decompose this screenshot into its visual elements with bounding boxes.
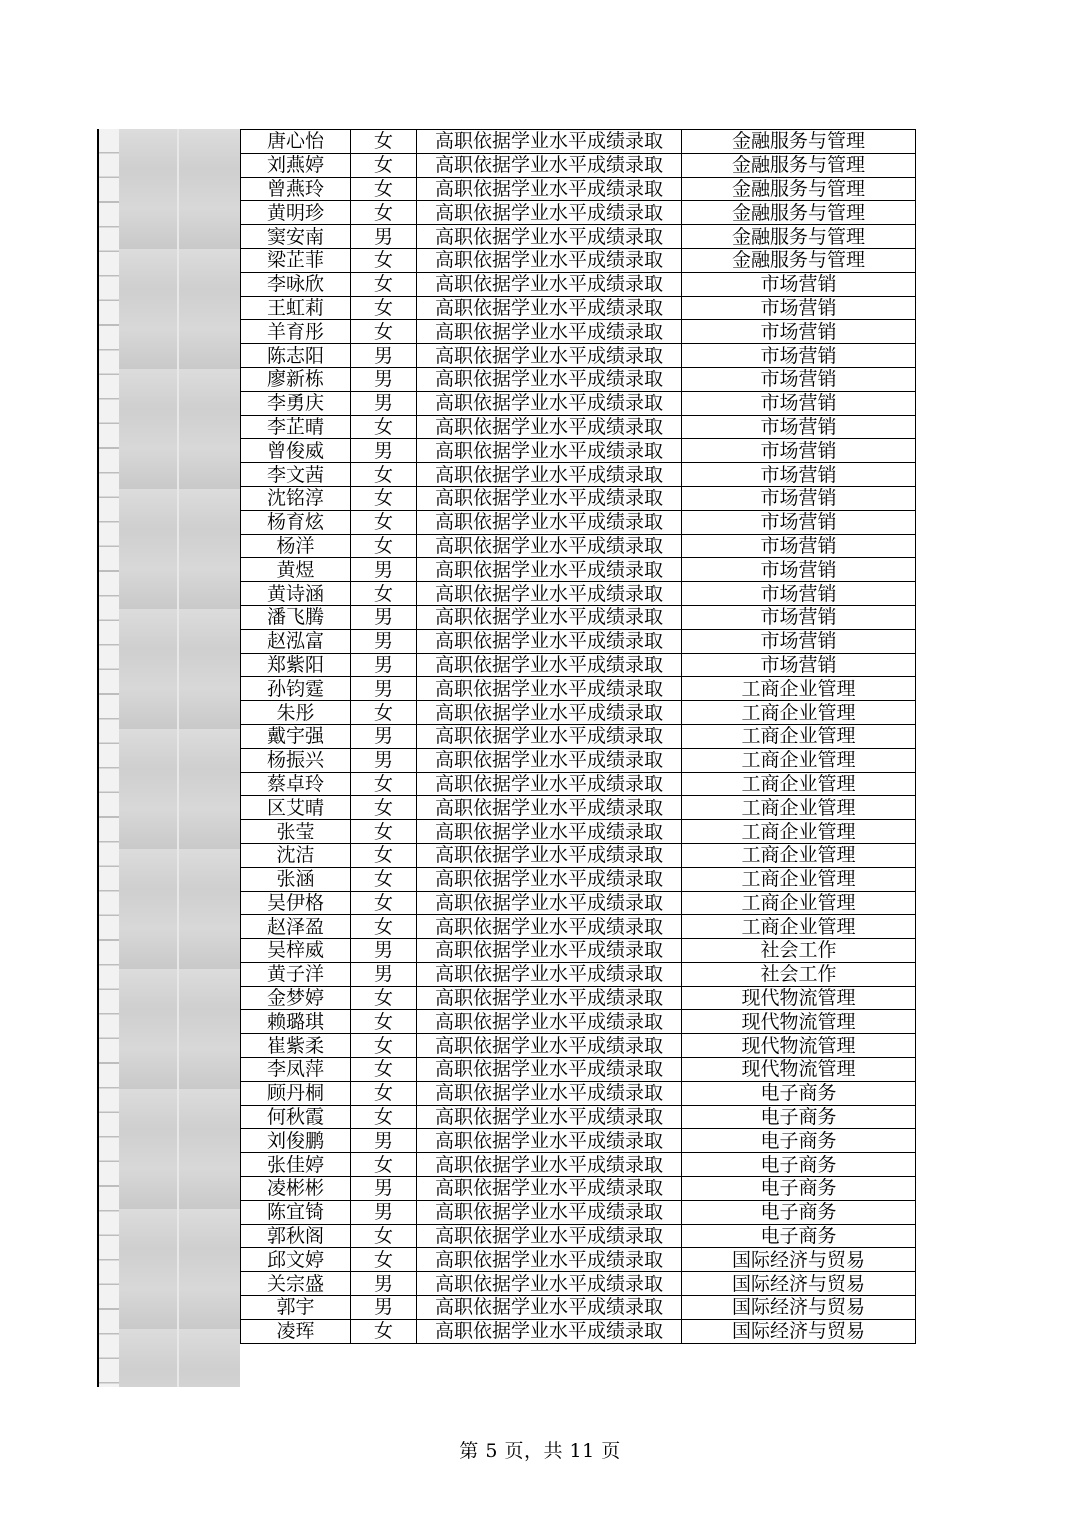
table-row — [241, 177, 916, 201]
student-name: 崔紫柔 — [241, 1034, 351, 1058]
student-gender: 女 — [351, 986, 417, 1010]
table-row — [241, 1224, 916, 1248]
table-row — [241, 796, 916, 820]
admission-type: 高职依据学业水平成绩录取 — [417, 748, 682, 772]
student-name: 杨育炫 — [241, 510, 351, 534]
student-gender: 女 — [351, 486, 417, 510]
admission-type: 高职依据学业水平成绩录取 — [417, 272, 682, 296]
table-row — [241, 153, 916, 177]
student-name: 关宗盛 — [241, 1272, 351, 1296]
table-row — [241, 367, 916, 391]
student-name: 赵泽盈 — [241, 915, 351, 939]
table-row — [241, 248, 916, 272]
major: 金融服务与管理 — [682, 201, 916, 225]
student-name: 吴梓威 — [241, 939, 351, 963]
student-gender: 女 — [351, 272, 417, 296]
student-name: 张莹 — [241, 820, 351, 844]
student-gender: 男 — [351, 391, 417, 415]
student-gender: 女 — [351, 463, 417, 487]
major: 市场营销 — [682, 605, 916, 629]
admission-type: 高职依据学业水平成绩录取 — [417, 367, 682, 391]
admission-type: 高职依据学业水平成绩录取 — [417, 1105, 682, 1129]
major: 国际经济与贸易 — [682, 1272, 916, 1296]
admission-type: 高职依据学业水平成绩录取 — [417, 510, 682, 534]
student-name: 陈志阳 — [241, 344, 351, 368]
admission-type: 高职依据学业水平成绩录取 — [417, 1224, 682, 1248]
student-name: 赖璐琪 — [241, 1010, 351, 1034]
student-gender: 男 — [351, 939, 417, 963]
student-name: 区艾晴 — [241, 796, 351, 820]
table-row — [241, 677, 916, 701]
admission-type: 高职依据学业水平成绩录取 — [417, 558, 682, 582]
major: 国际经济与贸易 — [682, 1319, 916, 1343]
student-gender: 女 — [351, 891, 417, 915]
student-gender: 男 — [351, 1296, 417, 1320]
major: 工商企业管理 — [682, 915, 916, 939]
major: 工商企业管理 — [682, 677, 916, 701]
student-gender: 男 — [351, 605, 417, 629]
table-row — [241, 439, 916, 463]
admission-type: 高职依据学业水平成绩录取 — [417, 605, 682, 629]
table-row — [241, 296, 916, 320]
table-row — [241, 344, 916, 368]
admission-type: 高职依据学业水平成绩录取 — [417, 701, 682, 725]
table-row — [241, 701, 916, 725]
table-row — [241, 962, 916, 986]
major: 国际经济与贸易 — [682, 1248, 916, 1272]
student-name: 李凤萍 — [241, 1058, 351, 1082]
student-name: 梁芷菲 — [241, 248, 351, 272]
major: 工商企业管理 — [682, 820, 916, 844]
student-gender: 女 — [351, 915, 417, 939]
student-name: 曾俊威 — [241, 439, 351, 463]
major: 工商企业管理 — [682, 867, 916, 891]
admission-type: 高职依据学业水平成绩录取 — [417, 1058, 682, 1082]
student-gender: 女 — [351, 248, 417, 272]
student-gender: 男 — [351, 724, 417, 748]
table-row — [241, 272, 916, 296]
student-name: 窦安南 — [241, 225, 351, 249]
table-row — [241, 843, 916, 867]
major: 电子商务 — [682, 1129, 916, 1153]
admission-type: 高职依据学业水平成绩录取 — [417, 1200, 682, 1224]
table-row — [241, 320, 916, 344]
student-gender: 女 — [351, 1248, 417, 1272]
admission-type: 高职依据学业水平成绩录取 — [417, 320, 682, 344]
student-name: 孙钧霆 — [241, 677, 351, 701]
student-gender: 女 — [351, 867, 417, 891]
table-row — [241, 1010, 916, 1034]
table-row — [241, 629, 916, 653]
student-gender: 男 — [351, 1200, 417, 1224]
student-gender: 女 — [351, 153, 417, 177]
admission-type: 高职依据学业水平成绩录取 — [417, 177, 682, 201]
student-gender: 男 — [351, 225, 417, 249]
admission-type: 高职依据学业水平成绩录取 — [417, 796, 682, 820]
table-row — [241, 534, 916, 558]
table-row — [241, 986, 916, 1010]
admission-type: 高职依据学业水平成绩录取 — [417, 962, 682, 986]
admission-type: 高职依据学业水平成绩录取 — [417, 439, 682, 463]
table-row — [241, 1200, 916, 1224]
major: 市场营销 — [682, 653, 916, 677]
student-name: 李咏欣 — [241, 272, 351, 296]
student-name: 李文茜 — [241, 463, 351, 487]
admission-type: 高职依据学业水平成绩录取 — [417, 1296, 682, 1320]
major: 金融服务与管理 — [682, 153, 916, 177]
student-gender: 女 — [351, 1010, 417, 1034]
student-name: 唐心怡 — [241, 130, 351, 154]
table-row — [241, 653, 916, 677]
major: 现代物流管理 — [682, 986, 916, 1010]
table-row — [241, 820, 916, 844]
table-row — [241, 225, 916, 249]
admission-type: 高职依据学业水平成绩录取 — [417, 891, 682, 915]
table-row — [241, 1153, 916, 1177]
student-gender: 男 — [351, 1177, 417, 1201]
admission-type: 高职依据学业水平成绩录取 — [417, 724, 682, 748]
admission-type: 高职依据学业水平成绩录取 — [417, 463, 682, 487]
student-name: 黄子洋 — [241, 962, 351, 986]
admission-type: 高职依据学业水平成绩录取 — [417, 1248, 682, 1272]
admission-type: 高职依据学业水平成绩录取 — [417, 677, 682, 701]
admission-type: 高职依据学业水平成绩录取 — [417, 415, 682, 439]
student-gender: 男 — [351, 439, 417, 463]
table-row — [241, 724, 916, 748]
student-name: 张涵 — [241, 867, 351, 891]
student-name: 金梦婷 — [241, 986, 351, 1010]
major: 工商企业管理 — [682, 843, 916, 867]
major: 金融服务与管理 — [682, 225, 916, 249]
student-gender: 女 — [351, 177, 417, 201]
student-gender: 女 — [351, 772, 417, 796]
student-name: 郭宇 — [241, 1296, 351, 1320]
student-gender: 女 — [351, 1105, 417, 1129]
student-name: 戴宇强 — [241, 724, 351, 748]
student-name: 杨洋 — [241, 534, 351, 558]
student-gender: 男 — [351, 1272, 417, 1296]
table-row — [241, 415, 916, 439]
table-row — [241, 130, 916, 154]
student-gender: 女 — [351, 1034, 417, 1058]
admission-type: 高职依据学业水平成绩录取 — [417, 296, 682, 320]
table-row — [241, 1129, 916, 1153]
table-row — [241, 391, 916, 415]
student-name: 邱文婷 — [241, 1248, 351, 1272]
admission-type: 高职依据学业水平成绩录取 — [417, 1081, 682, 1105]
student-gender: 男 — [351, 629, 417, 653]
table-row — [241, 772, 916, 796]
student-gender: 女 — [351, 510, 417, 534]
table-row — [241, 605, 916, 629]
admission-type: 高职依据学业水平成绩录取 — [417, 153, 682, 177]
student-name: 刘燕婷 — [241, 153, 351, 177]
student-name: 李芷晴 — [241, 415, 351, 439]
admission-type: 高职依据学业水平成绩录取 — [417, 1177, 682, 1201]
major: 现代物流管理 — [682, 1058, 916, 1082]
student-name: 陈宜锜 — [241, 1200, 351, 1224]
student-name: 蔡卓玲 — [241, 772, 351, 796]
student-gender: 女 — [351, 296, 417, 320]
table-row — [241, 1272, 916, 1296]
major: 市场营销 — [682, 510, 916, 534]
major: 电子商务 — [682, 1153, 916, 1177]
student-name: 顾丹桐 — [241, 1081, 351, 1105]
major: 现代物流管理 — [682, 1034, 916, 1058]
student-name: 吴伊格 — [241, 891, 351, 915]
admission-type: 高职依据学业水平成绩录取 — [417, 1010, 682, 1034]
admission-type: 高职依据学业水平成绩录取 — [417, 653, 682, 677]
major: 工商企业管理 — [682, 796, 916, 820]
student-name: 廖新栋 — [241, 367, 351, 391]
major: 金融服务与管理 — [682, 130, 916, 154]
table-row — [241, 748, 916, 772]
major: 市场营销 — [682, 415, 916, 439]
student-name: 黄明珍 — [241, 201, 351, 225]
admission-table — [240, 129, 916, 1344]
table-row — [241, 1177, 916, 1201]
table-row — [241, 1105, 916, 1129]
student-gender: 男 — [351, 1129, 417, 1153]
admission-type: 高职依据学业水平成绩录取 — [417, 843, 682, 867]
table-row — [241, 1081, 916, 1105]
major: 电子商务 — [682, 1200, 916, 1224]
student-name: 何秋霞 — [241, 1105, 351, 1129]
major: 社会工作 — [682, 939, 916, 963]
major: 市场营销 — [682, 344, 916, 368]
major: 市场营销 — [682, 486, 916, 510]
major: 市场营销 — [682, 320, 916, 344]
student-name: 凌珲 — [241, 1319, 351, 1343]
admission-type: 高职依据学业水平成绩录取 — [417, 486, 682, 510]
student-name: 沈铭淳 — [241, 486, 351, 510]
student-gender: 女 — [351, 1153, 417, 1177]
student-gender: 男 — [351, 962, 417, 986]
major: 电子商务 — [682, 1177, 916, 1201]
student-name: 朱彤 — [241, 701, 351, 725]
student-gender: 女 — [351, 534, 417, 558]
student-name: 郑紫阳 — [241, 653, 351, 677]
major: 市场营销 — [682, 582, 916, 606]
student-gender: 女 — [351, 201, 417, 225]
student-gender: 女 — [351, 582, 417, 606]
admission-type: 高职依据学业水平成绩录取 — [417, 130, 682, 154]
student-gender: 女 — [351, 1319, 417, 1343]
student-name: 潘飞腾 — [241, 605, 351, 629]
admission-type: 高职依据学业水平成绩录取 — [417, 820, 682, 844]
student-name: 曾燕玲 — [241, 177, 351, 201]
student-gender: 女 — [351, 843, 417, 867]
student-name: 凌彬彬 — [241, 1177, 351, 1201]
admission-type: 高职依据学业水平成绩录取 — [417, 772, 682, 796]
page-footer: 第 5 页，共 11 页 — [459, 1440, 621, 1462]
table-row — [241, 1058, 916, 1082]
student-gender: 女 — [351, 1058, 417, 1082]
student-gender: 女 — [351, 701, 417, 725]
student-gender: 男 — [351, 653, 417, 677]
major: 市场营销 — [682, 367, 916, 391]
table-row — [241, 582, 916, 606]
admission-type: 高职依据学业水平成绩录取 — [417, 915, 682, 939]
table-row — [241, 510, 916, 534]
student-gender: 女 — [351, 820, 417, 844]
admission-type: 高职依据学业水平成绩录取 — [417, 1272, 682, 1296]
admission-type: 高职依据学业水平成绩录取 — [417, 248, 682, 272]
student-name: 羊育彤 — [241, 320, 351, 344]
student-name: 沈洁 — [241, 843, 351, 867]
table-row — [241, 1319, 916, 1343]
student-name: 张佳婷 — [241, 1153, 351, 1177]
major: 工商企业管理 — [682, 772, 916, 796]
major: 国际经济与贸易 — [682, 1296, 916, 1320]
major: 电子商务 — [682, 1105, 916, 1129]
student-name: 赵泓富 — [241, 629, 351, 653]
table-row — [241, 1248, 916, 1272]
major: 市场营销 — [682, 463, 916, 487]
admission-type: 高职依据学业水平成绩录取 — [417, 939, 682, 963]
table-row — [241, 1296, 916, 1320]
table-row — [241, 939, 916, 963]
student-gender: 男 — [351, 677, 417, 701]
major: 电子商务 — [682, 1224, 916, 1248]
major: 金融服务与管理 — [682, 177, 916, 201]
table-row — [241, 558, 916, 582]
major: 市场营销 — [682, 534, 916, 558]
student-gender: 男 — [351, 367, 417, 391]
student-gender: 男 — [351, 344, 417, 368]
major: 市场营销 — [682, 296, 916, 320]
major: 金融服务与管理 — [682, 248, 916, 272]
major: 现代物流管理 — [682, 1010, 916, 1034]
redacted-columns — [97, 129, 240, 1387]
student-name: 李勇庆 — [241, 391, 351, 415]
admission-type: 高职依据学业水平成绩录取 — [417, 582, 682, 606]
admission-type: 高职依据学业水平成绩录取 — [417, 344, 682, 368]
major: 工商企业管理 — [682, 891, 916, 915]
table-row — [241, 891, 916, 915]
admission-type: 高职依据学业水平成绩录取 — [417, 1034, 682, 1058]
student-gender: 女 — [351, 796, 417, 820]
major: 工商企业管理 — [682, 701, 916, 725]
admission-type: 高职依据学业水平成绩录取 — [417, 201, 682, 225]
table-row — [241, 463, 916, 487]
major: 电子商务 — [682, 1081, 916, 1105]
admission-type: 高职依据学业水平成绩录取 — [417, 629, 682, 653]
major: 社会工作 — [682, 962, 916, 986]
major: 工商企业管理 — [682, 724, 916, 748]
student-gender: 男 — [351, 558, 417, 582]
admission-type: 高职依据学业水平成绩录取 — [417, 867, 682, 891]
table-row — [241, 486, 916, 510]
major: 市场营销 — [682, 272, 916, 296]
admission-type: 高职依据学业水平成绩录取 — [417, 225, 682, 249]
student-name: 黄煜 — [241, 558, 351, 582]
student-gender: 女 — [351, 1081, 417, 1105]
table-row — [241, 915, 916, 939]
student-gender: 男 — [351, 748, 417, 772]
admission-type: 高职依据学业水平成绩录取 — [417, 1129, 682, 1153]
table-row — [241, 201, 916, 225]
table-row — [241, 1034, 916, 1058]
student-gender: 女 — [351, 1224, 417, 1248]
student-name: 黄诗涵 — [241, 582, 351, 606]
admission-table-body — [241, 130, 916, 1344]
student-name: 杨振兴 — [241, 748, 351, 772]
major: 市场营销 — [682, 391, 916, 415]
student-gender: 女 — [351, 320, 417, 344]
major: 市场营销 — [682, 558, 916, 582]
admission-type: 高职依据学业水平成绩录取 — [417, 534, 682, 558]
student-name: 王虹莉 — [241, 296, 351, 320]
table-row — [241, 867, 916, 891]
student-name: 郭秋阁 — [241, 1224, 351, 1248]
admission-type: 高职依据学业水平成绩录取 — [417, 1319, 682, 1343]
student-name: 刘俊鹏 — [241, 1129, 351, 1153]
admission-type: 高职依据学业水平成绩录取 — [417, 986, 682, 1010]
admission-type: 高职依据学业水平成绩录取 — [417, 1153, 682, 1177]
major: 工商企业管理 — [682, 748, 916, 772]
major: 市场营销 — [682, 629, 916, 653]
major: 市场营销 — [682, 439, 916, 463]
admission-type: 高职依据学业水平成绩录取 — [417, 391, 682, 415]
student-gender: 女 — [351, 415, 417, 439]
student-gender: 女 — [351, 130, 417, 154]
